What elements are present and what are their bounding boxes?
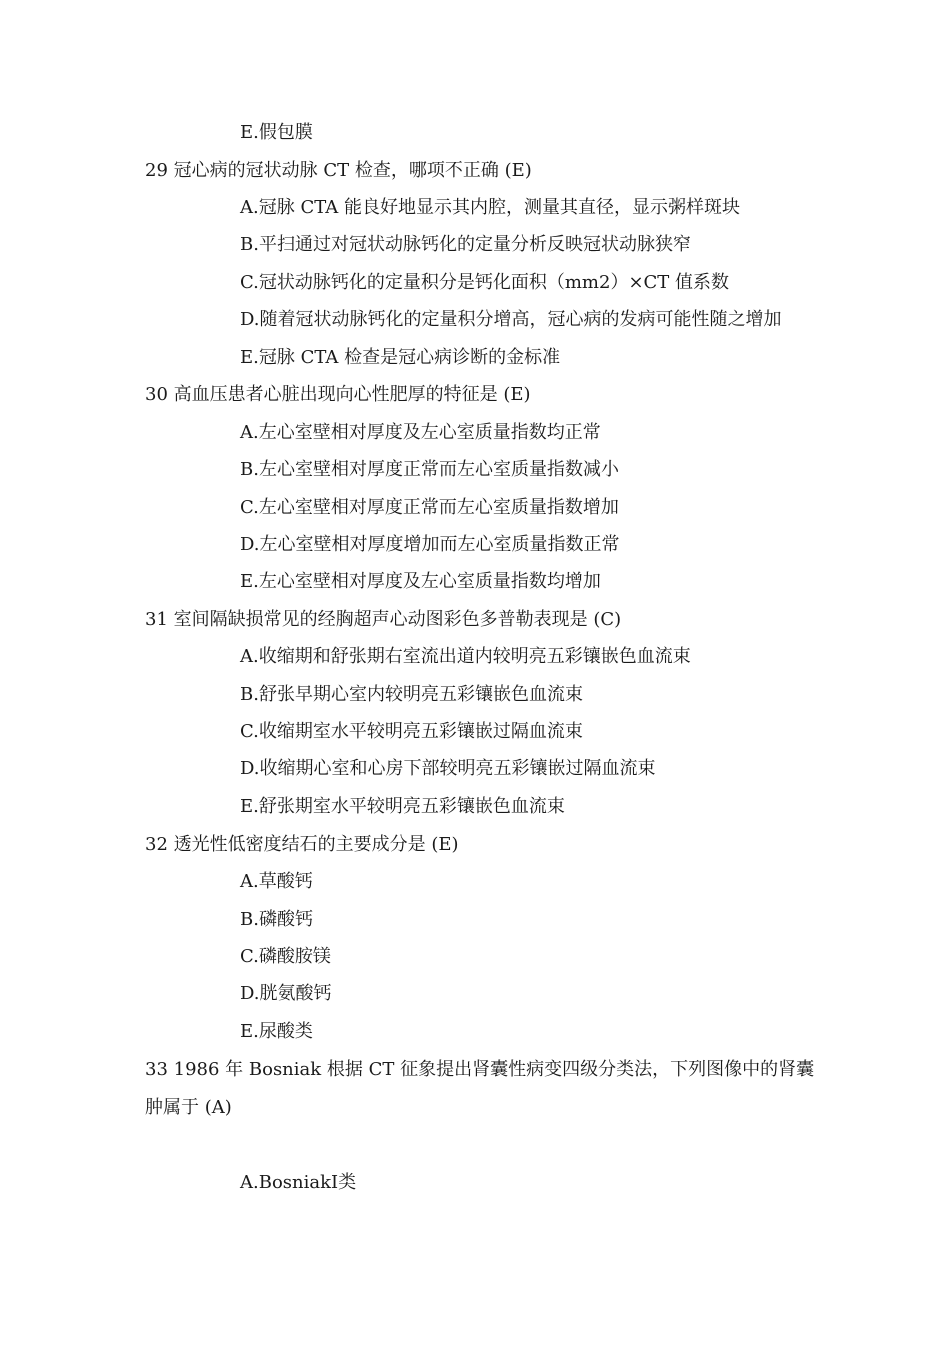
question-33: 33 1986 年 Bosniak 根据 CT 征象提出肾囊性病变四级分类法，下列图像中的肾囊 bbox=[145, 1059, 815, 1080]
option-30c: C.左心室壁相对厚度正常而左心室质量指数增加 bbox=[240, 497, 619, 518]
question-29: 29 冠心病的冠状动脉 CT 检查，哪项不正确 (E) bbox=[145, 160, 532, 181]
question-31: 31 室间隔缺损常见的经胸超声心动图彩色多普勒表现是 (C) bbox=[145, 609, 622, 630]
option-31e: E.舒张期室水平较明亮五彩镶嵌色血流束 bbox=[240, 796, 565, 817]
option-31d: D.收缩期心室和心房下部较明亮五彩镶嵌过隔血流束 bbox=[240, 758, 656, 779]
option-30e: E.左心室壁相对厚度及左心室质量指数均增加 bbox=[240, 571, 601, 592]
option-30a: A.左心室壁相对厚度及左心室质量指数均正常 bbox=[240, 422, 601, 443]
option-32e: E.尿酸类 bbox=[240, 1021, 313, 1042]
option-29c: C.冠状动脉钙化的定量积分是钙化面积（mm2）×CT 值系数 bbox=[240, 272, 730, 293]
option-31a: A.收缩期和舒张期右室流出道内较明亮五彩镶嵌色血流束 bbox=[240, 646, 691, 667]
option-32c: C.磷酸胺镁 bbox=[240, 946, 331, 967]
option-29a: A.冠脉 CTA 能良好地显示其内腔，测量其直径，显示粥样斑块 bbox=[240, 197, 740, 218]
option-31c: C.收缩期室水平较明亮五彩镶嵌过隔血流束 bbox=[240, 721, 583, 742]
option-31b: B.舒张早期心室内较明亮五彩镶嵌色血流束 bbox=[240, 684, 583, 705]
option-32d: D.胱氨酸钙 bbox=[240, 983, 332, 1004]
option-32b: B.磷酸钙 bbox=[240, 909, 313, 930]
option-28e: E.假包膜 bbox=[240, 122, 313, 143]
question-30: 30 高血压患者心脏出现向心性肥厚的特征是 (E) bbox=[145, 384, 531, 405]
option-29e: E.冠脉 CTA 检查是冠心病诊断的金标准 bbox=[240, 347, 561, 368]
option-33a: A.BosniakⅠ类 bbox=[240, 1172, 357, 1193]
option-30d: D.左心室壁相对厚度增加而左心室质量指数正常 bbox=[240, 534, 620, 555]
option-30b: B.左心室壁相对厚度正常而左心室质量指数减小 bbox=[240, 459, 619, 480]
option-32a: A.草酸钙 bbox=[240, 871, 313, 892]
question-33-continued: 肿属于 (A) bbox=[145, 1097, 232, 1118]
option-29d: D.随着冠状动脉钙化的定量积分增高，冠心病的发病可能性随之增加 bbox=[240, 309, 782, 330]
option-29b: B.平扫通过对冠状动脉钙化的定量分析反映冠状动脉狭窄 bbox=[240, 234, 691, 255]
question-32: 32 透光性低密度结石的主要成分是 (E) bbox=[145, 834, 459, 855]
